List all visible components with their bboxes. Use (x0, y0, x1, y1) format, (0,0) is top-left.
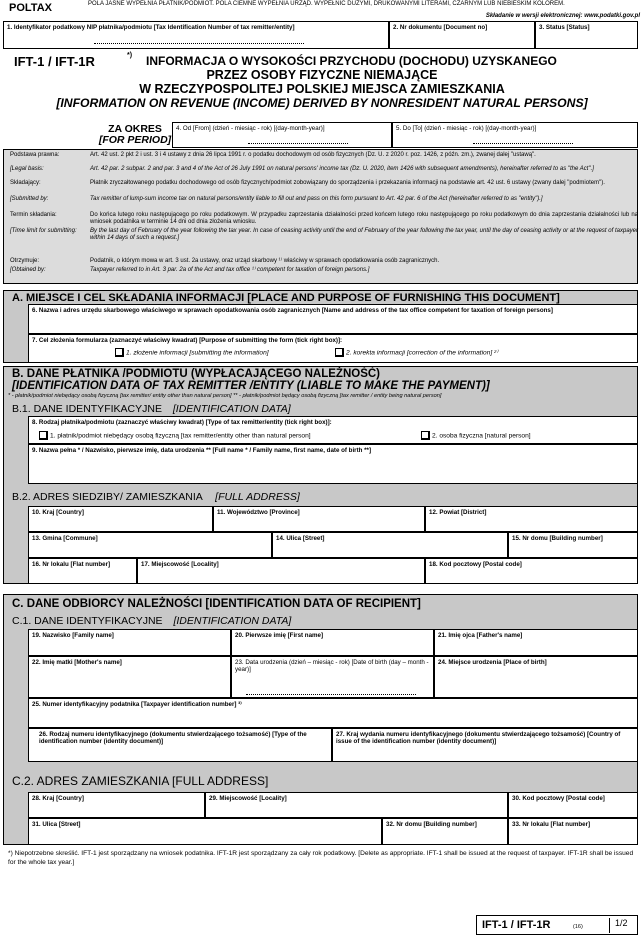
b-commune-field[interactable] (28, 532, 272, 558)
c-building-label: 32. Nr domu [Building number] (386, 821, 477, 828)
nip-field[interactable] (3, 21, 389, 49)
b-locality-field[interactable] (137, 558, 425, 584)
document-no-label: 2. Nr dokumentu [Document no] (393, 24, 488, 31)
b-postal-label: 18. Kod pocztowy [Postal code] (429, 561, 522, 568)
c-birth-date-label: 23. Data urodzenia (dzień – miesiąc - rok) [Date of birth (day – month - year)] (235, 659, 429, 674)
purpose-correction-checkbox[interactable] (335, 348, 344, 357)
electronic-note: Składanie w wersji elektronicznej: www.podatki.gov.pl (485, 13, 640, 19)
c2-title: C.2. ADRES ZAMIESZKANIA [FULL ADDRESS] (12, 774, 269, 788)
b-country-label: 10. Kraj [Country] (32, 509, 84, 516)
section-b-title-en: [IDENTIFICATION DATA OF TAX REMITTER /ENTITY (LIABLE TO MAKE THE PAYMENT)] (12, 380, 490, 392)
tax-office-field[interactable] (28, 304, 638, 334)
c-country-field[interactable] (28, 792, 205, 818)
status-label: 3. Status [Status] (539, 24, 590, 31)
remitter-type-label: 8. Rodzaj płatnika/podmiotu (zaznaczyć właściwy kwadrat) [Type of tax remitter/entity (tick right box)]: (32, 419, 332, 426)
b-street-field[interactable] (272, 532, 508, 558)
c-postal-field[interactable] (508, 792, 638, 818)
purpose-submit-checkbox[interactable] (115, 348, 124, 357)
status-field (535, 21, 638, 49)
c-id-country-label: 27. Kraj wydania numeru identyfikacyjnego (dokumentu stwierdzającego tożsamość) [Country of issue of the identification number (identity document)] (336, 731, 621, 746)
c-street-label: 31. Ulica [Street] (32, 821, 81, 828)
document-no-field (389, 21, 535, 49)
c-birth-date-input-line (246, 689, 416, 695)
title-line-2: PRZEZ OSOBY FIZYCZNE NIEMAJĄCE (206, 68, 438, 82)
poltax-label: POLTAX (9, 2, 52, 14)
b2-title (12, 491, 300, 503)
purpose-option-submit[interactable]: 1. złożenie informacji [submitting the information] (115, 348, 269, 357)
c-mother-name-label: 22. Imię matki [Mother's name] (32, 659, 122, 666)
nip-input-line (94, 38, 304, 44)
period-from-input-line (248, 138, 348, 144)
c-taxpayer-id-label: 25. Numer identyfikacyjny podatnika [Taxpayer identification number] ³⁾ (32, 701, 242, 708)
period-from-label: 4. Od [From] (dzień - miesiąc - rok) [(day-month-year)] (176, 125, 325, 132)
purpose-field (28, 334, 638, 363)
section-a-title: A. MIEJSCE I CEL SKŁADANIA INFORMACJI [PLACE AND PURPOSE OF FURNISHING THIS DOCUMENT] (12, 292, 560, 304)
footer-form-code: IFT-1 / IFT-1R (482, 919, 551, 931)
purpose-option-correction[interactable]: 2. korekta informacji [correction of the information] ²⁾ (335, 348, 498, 357)
period-label-en: [FOR PERIOD] (98, 134, 172, 146)
nip-label: 1. Identyfikator podatkowy NIP płatnika/podmiotu [Tax Identification Number of tax remitter/entity] (7, 24, 295, 31)
footer-form-version: (16) (573, 924, 583, 930)
form-code-star: *) (127, 52, 133, 59)
c-country-label: 28. Kraj [Country] (32, 795, 84, 802)
c-locality-label: 29. Miejscowość [Locality] (209, 795, 287, 802)
purpose-label: 7. Cel złożenia formularza (zaznaczyć właściwy kwadrat) [Purpose of submitting the form (tick right box)]: (32, 337, 343, 344)
fill-instruction: POLA JASNE WYPEŁNIA PŁATNIK/PODMIOT. POLA CIEMNE WYPEŁNIA URZĄD. WYPEŁNIĆ DUŻYMI, DRUKOWANYMI LITERAMI, CZARNYM LUB NIEBIESKIM KOLOREM. (88, 1, 565, 7)
b-locality-label: 17. Miejscowość [Locality] (141, 561, 219, 568)
c-taxpayer-id-field[interactable] (28, 698, 638, 728)
form-title (6, 54, 638, 110)
c-father-name-field[interactable] (434, 629, 638, 656)
b-building-label: 15. Nr domu [Building number] (512, 535, 603, 542)
footnote: *) Niepotrzebne skreślić. IFT-1 jest sporządzany na wniosek podatnika. IFT-1R jest sporządzany za cały rok podatkowy. [Delete as appropriate. IFT-1 shall be issued at the request of taxpayer. IFT-1R shall be issued for the whole tax year.] (8, 850, 634, 866)
title-line-4: [INFORMATION ON REVENUE (INCOME) DERIVED BY NONRESIDENT NATURAL PERSONS] (56, 96, 588, 110)
period-label-pl: ZA OKRES (108, 123, 162, 135)
period-to-input-line (473, 138, 573, 144)
full-name-label: 9. Nazwa pełna * / Nazwisko, pierwsze imię, data urodzenia ** [Full name * / Family name, first name, date of birth **] (32, 447, 372, 454)
remitter-type-option-1[interactable]: 1. płatnik/podmiot niebędący osobą fizyczną [tax remitter/entity other than natural person] (39, 431, 311, 440)
form-code: IFT-1 / IFT-1R (14, 54, 95, 69)
remitter-type-field (28, 416, 638, 444)
remitter-type-option-2[interactable]: 2. osoba fizyczna [natural person] (421, 431, 531, 440)
b-flat-label: 16. Nr lokalu [Flat number] (32, 561, 111, 568)
c-flat-field[interactable] (508, 818, 638, 845)
c-id-type-label: 26. Rodzaj numeru identyfikacyjnego (dokumentu stwierdzającego tożsamość) [Type of the identification number (identity document)] (39, 731, 307, 746)
c-first-name-field[interactable] (231, 629, 434, 656)
section-c-title: C. DANE ODBIORCY NALEŻNOŚCI [IDENTIFICATION DATA OF RECIPIENT] (12, 598, 421, 610)
c1-title-pl: C.1. DANE IDENTYFIKACYJNE (12, 615, 163, 627)
period-label (95, 124, 175, 146)
c-father-name-label: 21. Imię ojca [Father's name] (438, 632, 523, 639)
title-line-1: INFORMACJA O WYSOKOŚCI PRZYCHODU (DOCHODU) UZYSKANEGO (146, 54, 557, 68)
c-locality-field[interactable] (205, 792, 508, 818)
full-name-field[interactable] (28, 444, 638, 484)
c-birth-date-field[interactable] (231, 656, 434, 698)
b1-title-en: [IDENTIFICATION DATA] (172, 403, 291, 415)
c1-title-en: [IDENTIFICATION DATA] (173, 615, 292, 627)
c-birth-place-field[interactable] (434, 656, 638, 698)
b-district-label: 12. Powiat [District] (429, 509, 487, 516)
b-district-field[interactable] (425, 506, 638, 532)
remitter-type-1-checkbox[interactable] (39, 431, 48, 440)
c-id-type-field[interactable] (28, 728, 332, 762)
c-family-name-label: 19. Nazwisko [Family name] (32, 632, 114, 639)
footer-form-code-box (476, 915, 638, 935)
section-b-title: B. DANE PŁATNIKA /PODMIOTU (WYPŁACAJĄCEGO NALEŻNOŚĆ) (12, 368, 380, 380)
c-building-field[interactable] (382, 818, 508, 845)
period-to-field[interactable] (392, 122, 638, 148)
footer-page-number: 1/2 (609, 918, 628, 933)
c-birth-place-label: 24. Miejsce urodzenia [Place of birth] (438, 659, 547, 666)
section-b-note: * - płatnik/podmiot niebędący osobą fizyczną [tax remitter/ entity other than natural person] ** - płatnik/podmiot będący osobą fizyczną [tax remitter / entity being natural person] (8, 393, 442, 399)
b2-title-en: [FULL ADDRESS] (215, 491, 300, 503)
c-mother-name-field[interactable] (28, 656, 231, 698)
c-family-name-field[interactable] (28, 629, 231, 656)
title-line-3: W RZECZYPOSPOLITEJ POLSKIEJ MIEJSCA ZAMIESZKANIA (139, 82, 505, 96)
c-postal-label: 30. Kod pocztowy [Postal code] (512, 795, 605, 802)
b2-title-pl: B.2. ADRES SIEDZIBY/ ZAMIESZKANIA (12, 491, 203, 503)
b-province-label: 11. Województwo [Province] (217, 509, 300, 516)
period-to-label: 5. Do [To] (dzień - miesiąc - rok) [(day-month-year)] (396, 125, 537, 132)
b-postal-field[interactable] (425, 558, 638, 584)
c-flat-label: 33. Nr lokalu [Flat number] (512, 821, 591, 828)
b-street-label: 14. Ulica [Street] (276, 535, 325, 542)
b1-title (12, 403, 291, 415)
b-flat-field[interactable] (28, 558, 137, 584)
period-from-field[interactable] (172, 122, 392, 148)
b-country-field[interactable] (28, 506, 213, 532)
b-commune-label: 13. Gmina [Commune] (32, 535, 98, 542)
c-street-field[interactable] (28, 818, 382, 845)
remitter-type-2-checkbox[interactable] (421, 431, 430, 440)
c-id-country-field[interactable] (332, 728, 638, 762)
c1-title (12, 615, 291, 627)
tax-office-label: 6. Nazwa i adres urzędu skarbowego właściwego w sprawach opodatkowania osób zagranicznych [Name and address of the tax office competent for taxation of foreign persons] (32, 307, 553, 314)
b-building-field[interactable] (508, 532, 638, 558)
b-province-field[interactable] (213, 506, 425, 532)
b1-title-pl: B.1. DANE IDENTYFIKACYJNE (12, 403, 162, 415)
c-first-name-label: 20. Pierwsze imię [First name] (235, 632, 324, 639)
